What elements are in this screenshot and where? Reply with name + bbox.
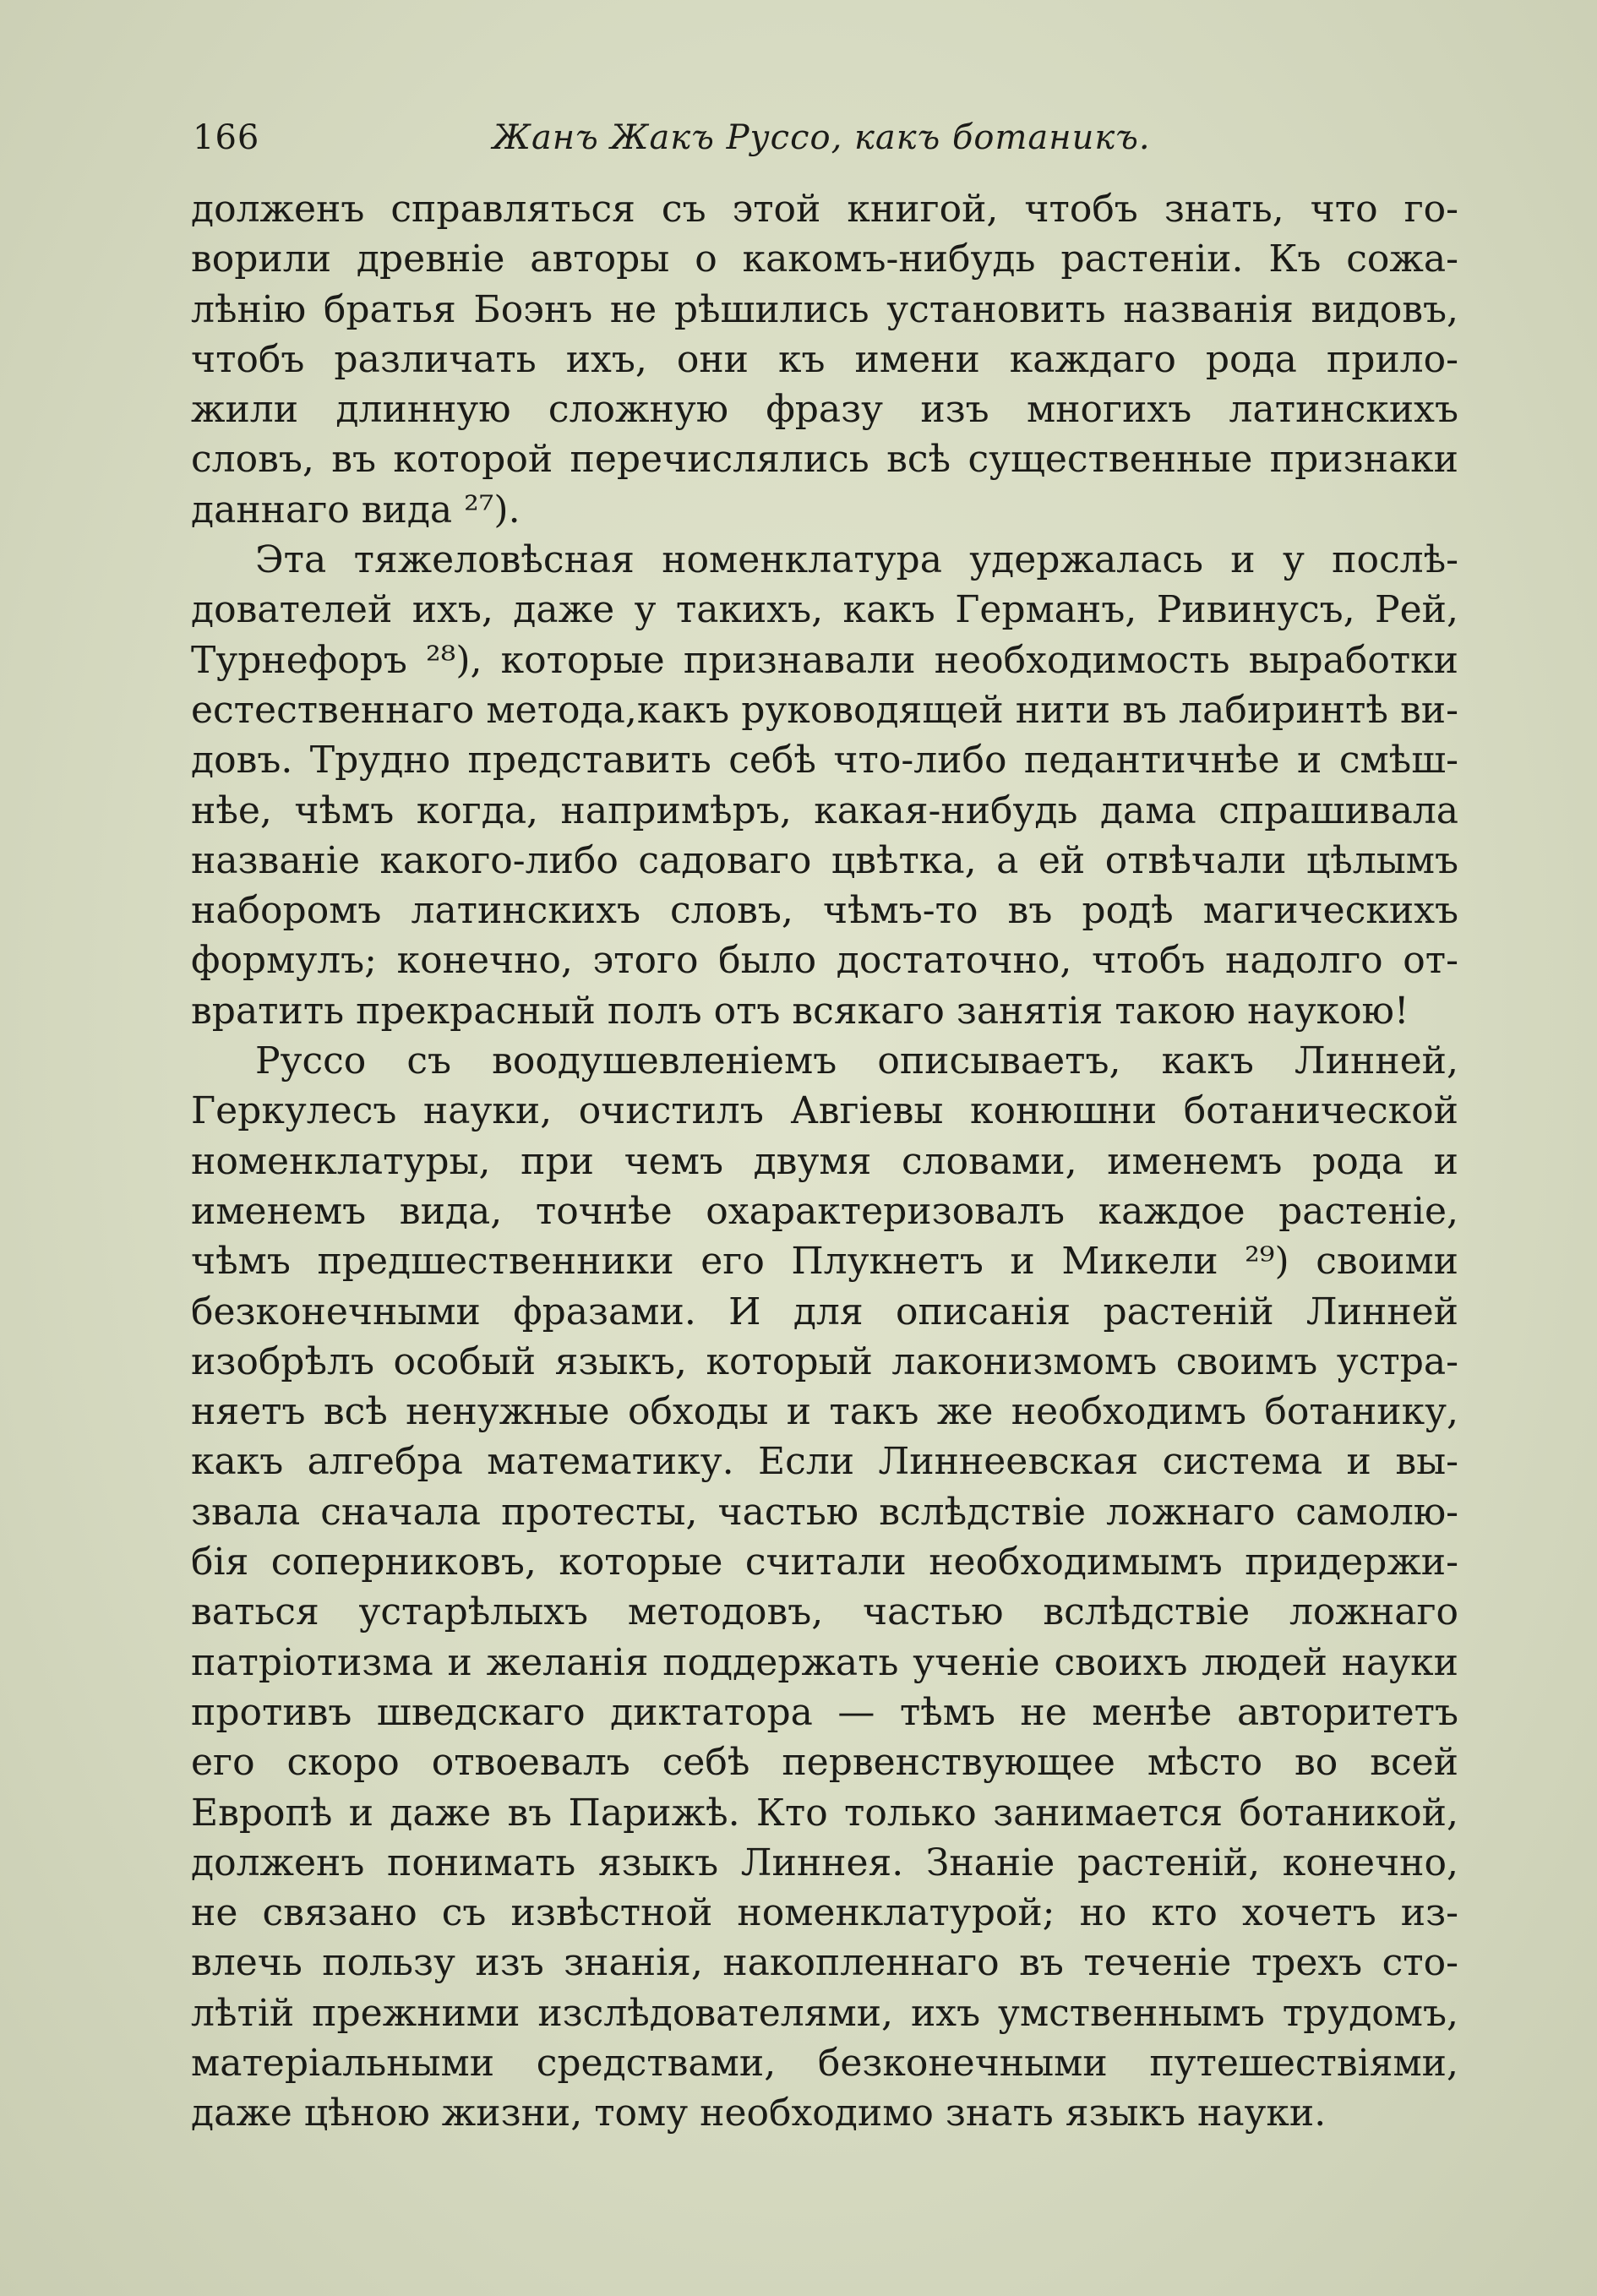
text-line: названіе какого-либо садоваго цвѣтка, а ей отвѣчали цѣлымъ: [191, 838, 1458, 882]
text-line: чѣмъ предшественники его Плукнетъ и Микели ²⁹) своими: [191, 1240, 1458, 1284]
text-line: формулъ; конечно, этого было достаточно, чтобъ надолго от-: [191, 939, 1458, 983]
text-line: естественнаго метода,какъ руководящей нити въ лабиринтѣ ви-: [191, 688, 1458, 732]
text-line: Эта тяжеловѣсная номенклатура удержалась и у послѣ-: [255, 538, 1458, 582]
body-text: [191, 184, 1458, 2139]
text-line: влечь пользу изъ знанія, накопленнаго въ теченіе трехъ сто-: [191, 1941, 1458, 1985]
text-line: Геркулесъ науки, очистилъ Авгіевы конюшни ботанической: [191, 1089, 1458, 1133]
paragraph: [191, 1036, 1458, 2139]
text-line: довъ. Трудно представить себѣ что-либо педантичнѣе и смѣш-: [191, 739, 1458, 783]
text-line: долженъ понимать языкъ Линнея. Знаніе растеній, конечно,: [191, 1841, 1458, 1884]
text-line: бія соперниковъ, которые считали необходимымъ придержи-: [191, 1541, 1458, 1584]
text-line: лѣтій прежними изслѣдователями, ихъ умственнымъ трудомъ,: [191, 1991, 1458, 2035]
text-line: матеріальными средствами, безконечными путешествіями,: [191, 2041, 1458, 2085]
text-line: дователей ихъ, даже у такихъ, какъ Германъ, Ривинусъ, Рей,: [191, 588, 1458, 632]
text-line: номенклатуры, при чемъ двумя словами, именемъ рода и: [191, 1139, 1458, 1183]
text-line: Европѣ и даже въ Парижѣ. Кто только занимается ботаникой,: [191, 1791, 1458, 1835]
text-line: Турнефоръ ²⁸), которые признавали необходимость выработки: [191, 638, 1458, 682]
text-line: вратить прекрасный полъ отъ всякаго занятія такою наукою!: [191, 989, 1409, 1033]
text-line: противъ шведскаго диктатора — тѣмъ не менѣе авторитетъ: [191, 1690, 1458, 1734]
text-line: словъ, въ которой перечислялись всѣ существенные признаки: [191, 438, 1458, 482]
text-line: долженъ справляться съ этой книгой, чтобъ знать, что го-: [191, 188, 1458, 231]
paragraph: [191, 535, 1458, 1036]
text-line: патріотизма и желанія поддержать ученіе своихъ людей науки: [191, 1640, 1458, 1684]
text-line: не связано съ извѣстной номенклатурой; но кто хочетъ из-: [191, 1891, 1458, 1935]
text-line: изобрѣлъ особый языкъ, который лаконизмомъ своимъ устра-: [191, 1339, 1458, 1383]
text-line: какъ алгебра математику. Если Линнеевская система и вы-: [191, 1440, 1458, 1484]
text-line: няетъ всѣ ненужные обходы и такъ же необходимъ ботанику,: [191, 1390, 1458, 1434]
text-line: чтобъ различать ихъ, они къ имени каждаго рода прило-: [191, 337, 1458, 381]
text-line: наборомъ латинскихъ словъ, чѣмъ-то въ родѣ магическихъ: [191, 889, 1458, 933]
text-line: жили длинную сложную фразу изъ многихъ латинскихъ: [191, 388, 1458, 432]
text-line: именемъ вида, точнѣе охарактеризовалъ каждое растеніе,: [191, 1189, 1458, 1233]
page-number: 166: [193, 118, 260, 157]
text-line: звала сначала протесты, частью вслѣдствіе ложнаго самолю-: [191, 1490, 1458, 1534]
text-line: лѣнію братья Боэнъ не рѣшились установить названія видовъ,: [191, 287, 1458, 331]
text-line: безконечными фразами. И для описанія растеній Линней: [191, 1290, 1458, 1333]
text-line: ваться устарѣлыхъ методовъ, частью вслѣдствіе ложнаго: [191, 1590, 1458, 1634]
running-head: [193, 118, 1460, 169]
running-title: Жанъ Жакъ Руссо, какъ ботаникъ.: [493, 118, 1151, 157]
text-line: ворили древніе авторы о какомъ-нибудь растеніи. Къ сожа-: [191, 237, 1458, 281]
text-line: нѣе, чѣмъ когда, напримѣръ, какая-нибудь дама спрашивала: [191, 788, 1458, 832]
text-line: даже цѣною жизни, тому необходимо знать языкъ науки.: [191, 2091, 1327, 2135]
text-line: Руссо съ воодушевленіемъ описываетъ, какъ Линней,: [255, 1039, 1458, 1083]
text-line: его скоро отвоевалъ себѣ первенствующее мѣсто во всей: [191, 1741, 1458, 1785]
paragraph: [191, 184, 1458, 535]
text-line: даннаго вида ²⁷).: [191, 488, 521, 532]
